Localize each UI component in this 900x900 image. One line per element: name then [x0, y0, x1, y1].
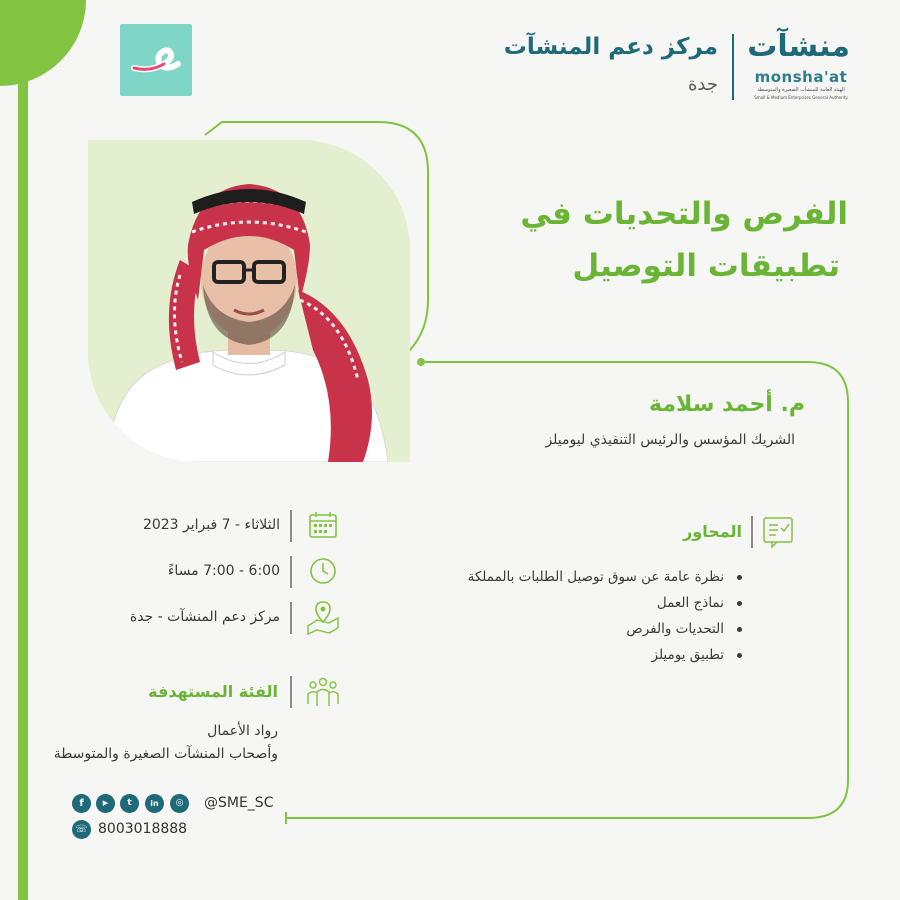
time-divider: [290, 556, 292, 588]
location-divider: [290, 602, 292, 634]
axes-list: [382, 564, 742, 668]
audience-title: الفئة المستهدفة: [148, 682, 278, 701]
speaker-role: الشريك المؤسس والرئيس التنفيذي ليوميلز: [545, 432, 795, 448]
axes-item: التحديات والفرص: [382, 616, 742, 642]
audience-line-1: رواد الأعمال: [207, 723, 278, 739]
facebook-icon[interactable]: f: [72, 794, 91, 813]
phone-number[interactable]: 8003018888: [98, 821, 188, 837]
instagram-icon[interactable]: ◎: [170, 794, 189, 813]
monshaat-logo-arabic: منشآت: [747, 29, 850, 64]
map-pin-icon: [304, 598, 342, 636]
axes-item: تطبيق يوميلز: [382, 642, 742, 668]
axes-item: نظرة عامة عن سوق توصيل الطلبات بالمملكة: [382, 564, 742, 590]
event-date: الثلاثاء - 7 فبراير 2023: [142, 517, 280, 533]
speaker-photo: [88, 140, 410, 462]
axes-title: المحاور: [683, 522, 742, 541]
social-handle[interactable]: @SME_SC: [204, 795, 274, 811]
monshaat-subtitle-english: Small & Medium Enterprises General Authority: [754, 95, 848, 100]
people-group-icon: [304, 674, 342, 712]
phone-icon: ☏: [72, 820, 91, 839]
linkedin-icon[interactable]: in: [145, 794, 164, 813]
date-divider: [290, 510, 292, 542]
audience-line-2: وأصحاب المنشآت الصغيرة والمتوسطة: [53, 746, 278, 762]
axes-item: نماذج العمل: [382, 590, 742, 616]
event-location: مركز دعم المنشآت - جدة: [129, 609, 280, 625]
center-title: مركز دعم المنشآت: [503, 34, 718, 60]
speaker-name: م. أحمد سلامة: [649, 392, 805, 417]
header-divider: [732, 34, 734, 100]
partner-logo: [120, 24, 192, 96]
youtube-icon[interactable]: ▶: [96, 794, 115, 813]
event-time: 6:00 - 7:00 مساءً: [167, 563, 280, 579]
monshaat-logo-english: monsha'at: [754, 68, 848, 86]
event-title-line-2: تطبيقات التوصيل: [572, 248, 840, 284]
center-city: جدة: [687, 74, 718, 95]
clock-icon: [306, 554, 340, 588]
event-title-line-1: الفرص والتحديات في: [520, 196, 848, 232]
agenda-icon: [760, 514, 796, 550]
event-title: [488, 188, 848, 292]
audience-divider: [290, 676, 292, 708]
monshaat-subtitle-arabic: الهيئة العامة للمنشآت الصغيرة والمتوسطة: [757, 87, 845, 93]
twitter-icon[interactable]: t: [120, 794, 139, 813]
axes-divider: [751, 516, 753, 548]
calendar-icon: [306, 508, 340, 542]
